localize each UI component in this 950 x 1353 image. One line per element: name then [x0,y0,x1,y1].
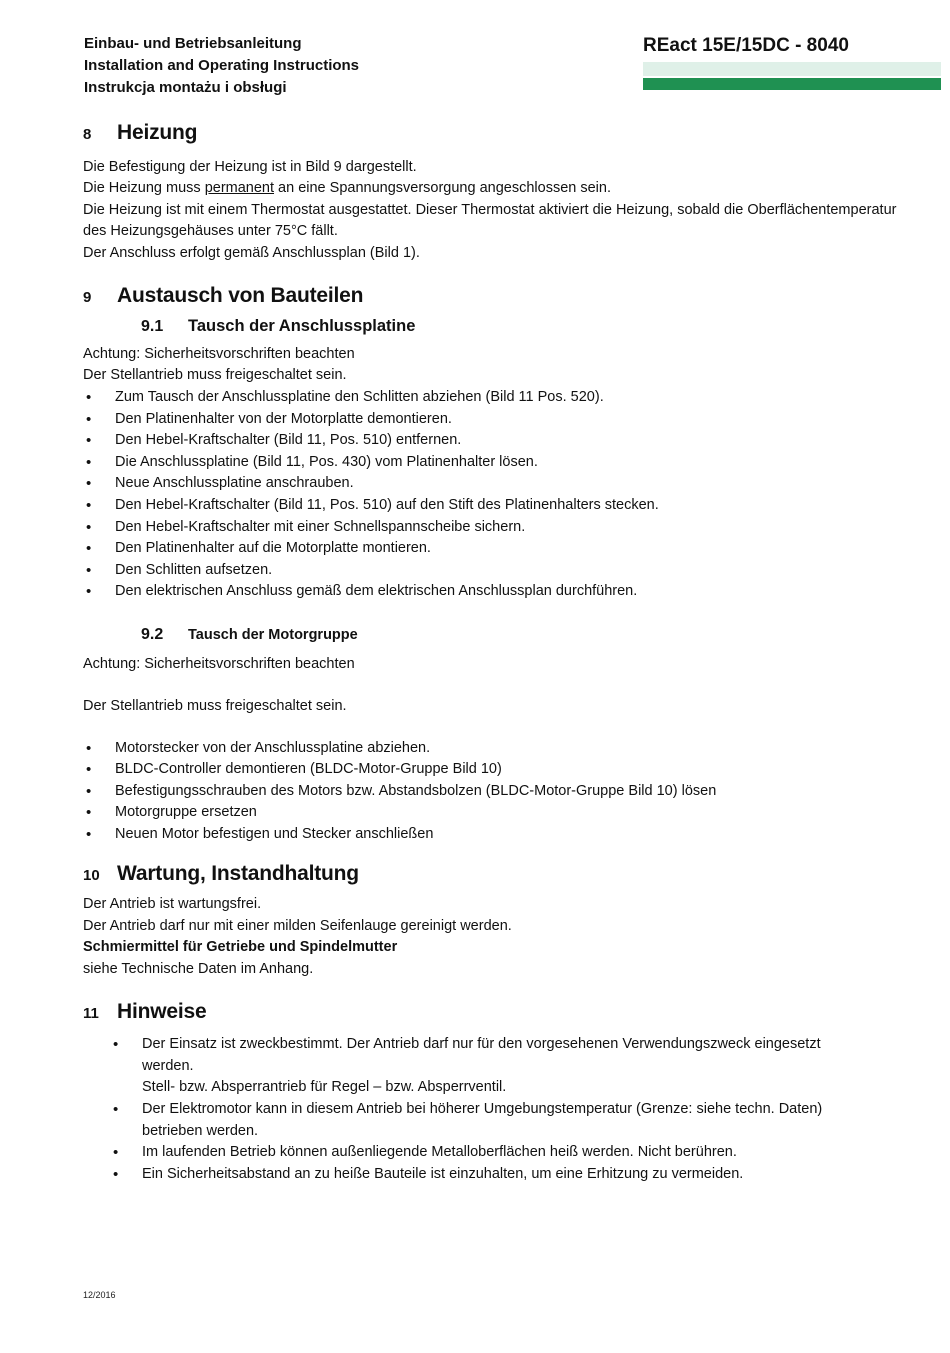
document-header [84,33,544,99]
paragraph: Der Antrieb darf nur mit einer milden Seifenlauge gereinigt werden. [83,917,512,934]
subsection-number: 9.2 [141,625,164,643]
list-item: • Den Platinenhalter von der Motorplatte demontieren. [83,409,923,431]
list-item: • Den Hebel-Kraftschalter (Bild 11, Pos. 510) auf den Stift des Platinenhalters stecken. [83,495,923,517]
header-line-pl: Instrukcja montażu i obsługi [84,79,287,96]
section-title: Wartung, Instandhaltung [117,861,359,885]
paragraph: Die Befestigung der Heizung ist in Bild 9 dargestellt. [83,158,417,175]
section-number: 8 [83,126,92,143]
section-9-heading [83,285,923,309]
list-item: • BLDC-Controller demontieren (BLDC-Motor-Gruppe Bild 10) [83,759,923,781]
list-item: • Motorstecker von der Anschlussplatine abziehen. [83,738,923,760]
bold-paragraph: Schmiermittel für Getriebe und Spindelmutter [83,939,398,956]
list-item: • Den Platinenhalter auf die Motorplatte montieren. [83,538,923,560]
paragraph: Die Heizung ist mit einem Thermostat ausgestattet. Dieser Thermostat aktiviert die Heizung, sobald die Oberflächentemperatur des Heizungsgehäuses unter 75°C fällt. [83,201,897,240]
steps-list [83,387,923,603]
section-11-heading [83,1001,923,1025]
list-item: • Den Schlitten aufsetzen. [83,560,923,582]
list-item: • Neuen Motor befestigen und Stecker anschließen [83,824,923,846]
paragraph: Die Heizung muss permanent an eine Spannungsversorgung angeschlossen sein. [83,180,611,197]
header-bar-light [643,62,941,76]
section-number: 11 [83,1004,99,1022]
section-10-heading [83,863,923,887]
subsection-title: Tausch der Motorgruppe [188,626,358,643]
page-content [83,122,923,1185]
list-item: • Die Anschlussplatine (Bild 11, Pos. 430) vom Platinenhalter lösen. [83,452,923,474]
subsection-number: 9.1 [141,318,164,336]
paragraph: Der Stellantrieb muss freigeschaltet sein. [83,367,347,384]
header-line-de: Einbau- und Betriebsanleitung [84,35,302,52]
list-item: • Befestigungsschrauben des Motors bzw. Abstandsbolzen (BLDC-Motor-Gruppe Bild 10) lösen [83,781,923,803]
section-number: 10 [83,866,100,884]
section-8-heading [83,122,923,146]
product-title: REact 15E/15DC - 8040 [643,35,849,56]
paragraph: Der Anschluss erfolgt gemäß Anschlussplan (Bild 1). [83,244,420,261]
warning-text: Achtung: Sicherheitsvorschriften beachten [83,345,355,362]
notes-list [83,1034,923,1185]
subsection-title: Tausch der Anschlussplatine [188,317,416,336]
section-title: Austausch von Bauteilen [117,283,364,307]
list-item-subline: Stell- bzw. Absperrantrieb für Regel – bzw. Absperrventil. [142,1079,507,1096]
list-item: • Der Elektromotor kann in diesem Antrieb bei höherer Umgebungstemperatur (Grenze: siehe techn. Daten) betrieben werden. [110,1099,923,1142]
footer-date: 12/2016 [83,1290,116,1300]
list-item: • Ein Sicherheitsabstand an zu heiße Bauteile ist einzuhalten, um eine Erhitzung zu vermeiden. [110,1164,923,1186]
list-item: • Motorgruppe ersetzen [83,802,923,824]
list-item: • Im laufenden Betrieb können außenliegende Metalloberflächen heiß werden. Nicht berühren. [110,1142,923,1164]
list-item: • Den Hebel-Kraftschalter mit einer Schnellspannscheibe sichern. [83,517,923,539]
header-line-en: Installation and Operating Instructions [84,57,360,74]
steps-list [83,738,923,846]
list-item: • Der Einsatz ist zweckbestimmt. Der Antrieb darf nur für den vorgesehenen Verwendungszweck eingesetzt werden. Stell- bzw. Absperrantrieb für Regel – bzw. Absperrventil. [110,1034,923,1099]
subsection-9-2-heading [83,624,923,647]
subsection-9-1-heading [83,316,923,338]
underlined-text: permanent [204,180,275,197]
header-bar-dark [643,78,941,90]
warning-text: Achtung: Sicherheitsvorschriften beachten [83,656,355,673]
list-item: • Zum Tausch der Anschlussplatine den Schlitten abziehen (Bild 11 Pos. 520). [83,387,923,409]
list-item: • Den Hebel-Kraftschalter (Bild 11, Pos. 510) entfernen. [83,430,923,452]
paragraph: siehe Technische Daten im Anhang. [83,961,314,977]
paragraph: Der Stellantrieb muss freigeschaltet sein. [83,698,347,715]
section-title: Hinweise [117,999,207,1023]
section-title: Heizung [117,121,198,144]
list-item: • Den elektrischen Anschluss gemäß dem elektrischen Anschlussplan durchführen. [83,581,923,603]
paragraph: Der Antrieb ist wartungsfrei. [83,896,262,913]
section-number: 9 [83,288,92,306]
list-item: • Neue Anschlussplatine anschrauben. [83,473,923,495]
